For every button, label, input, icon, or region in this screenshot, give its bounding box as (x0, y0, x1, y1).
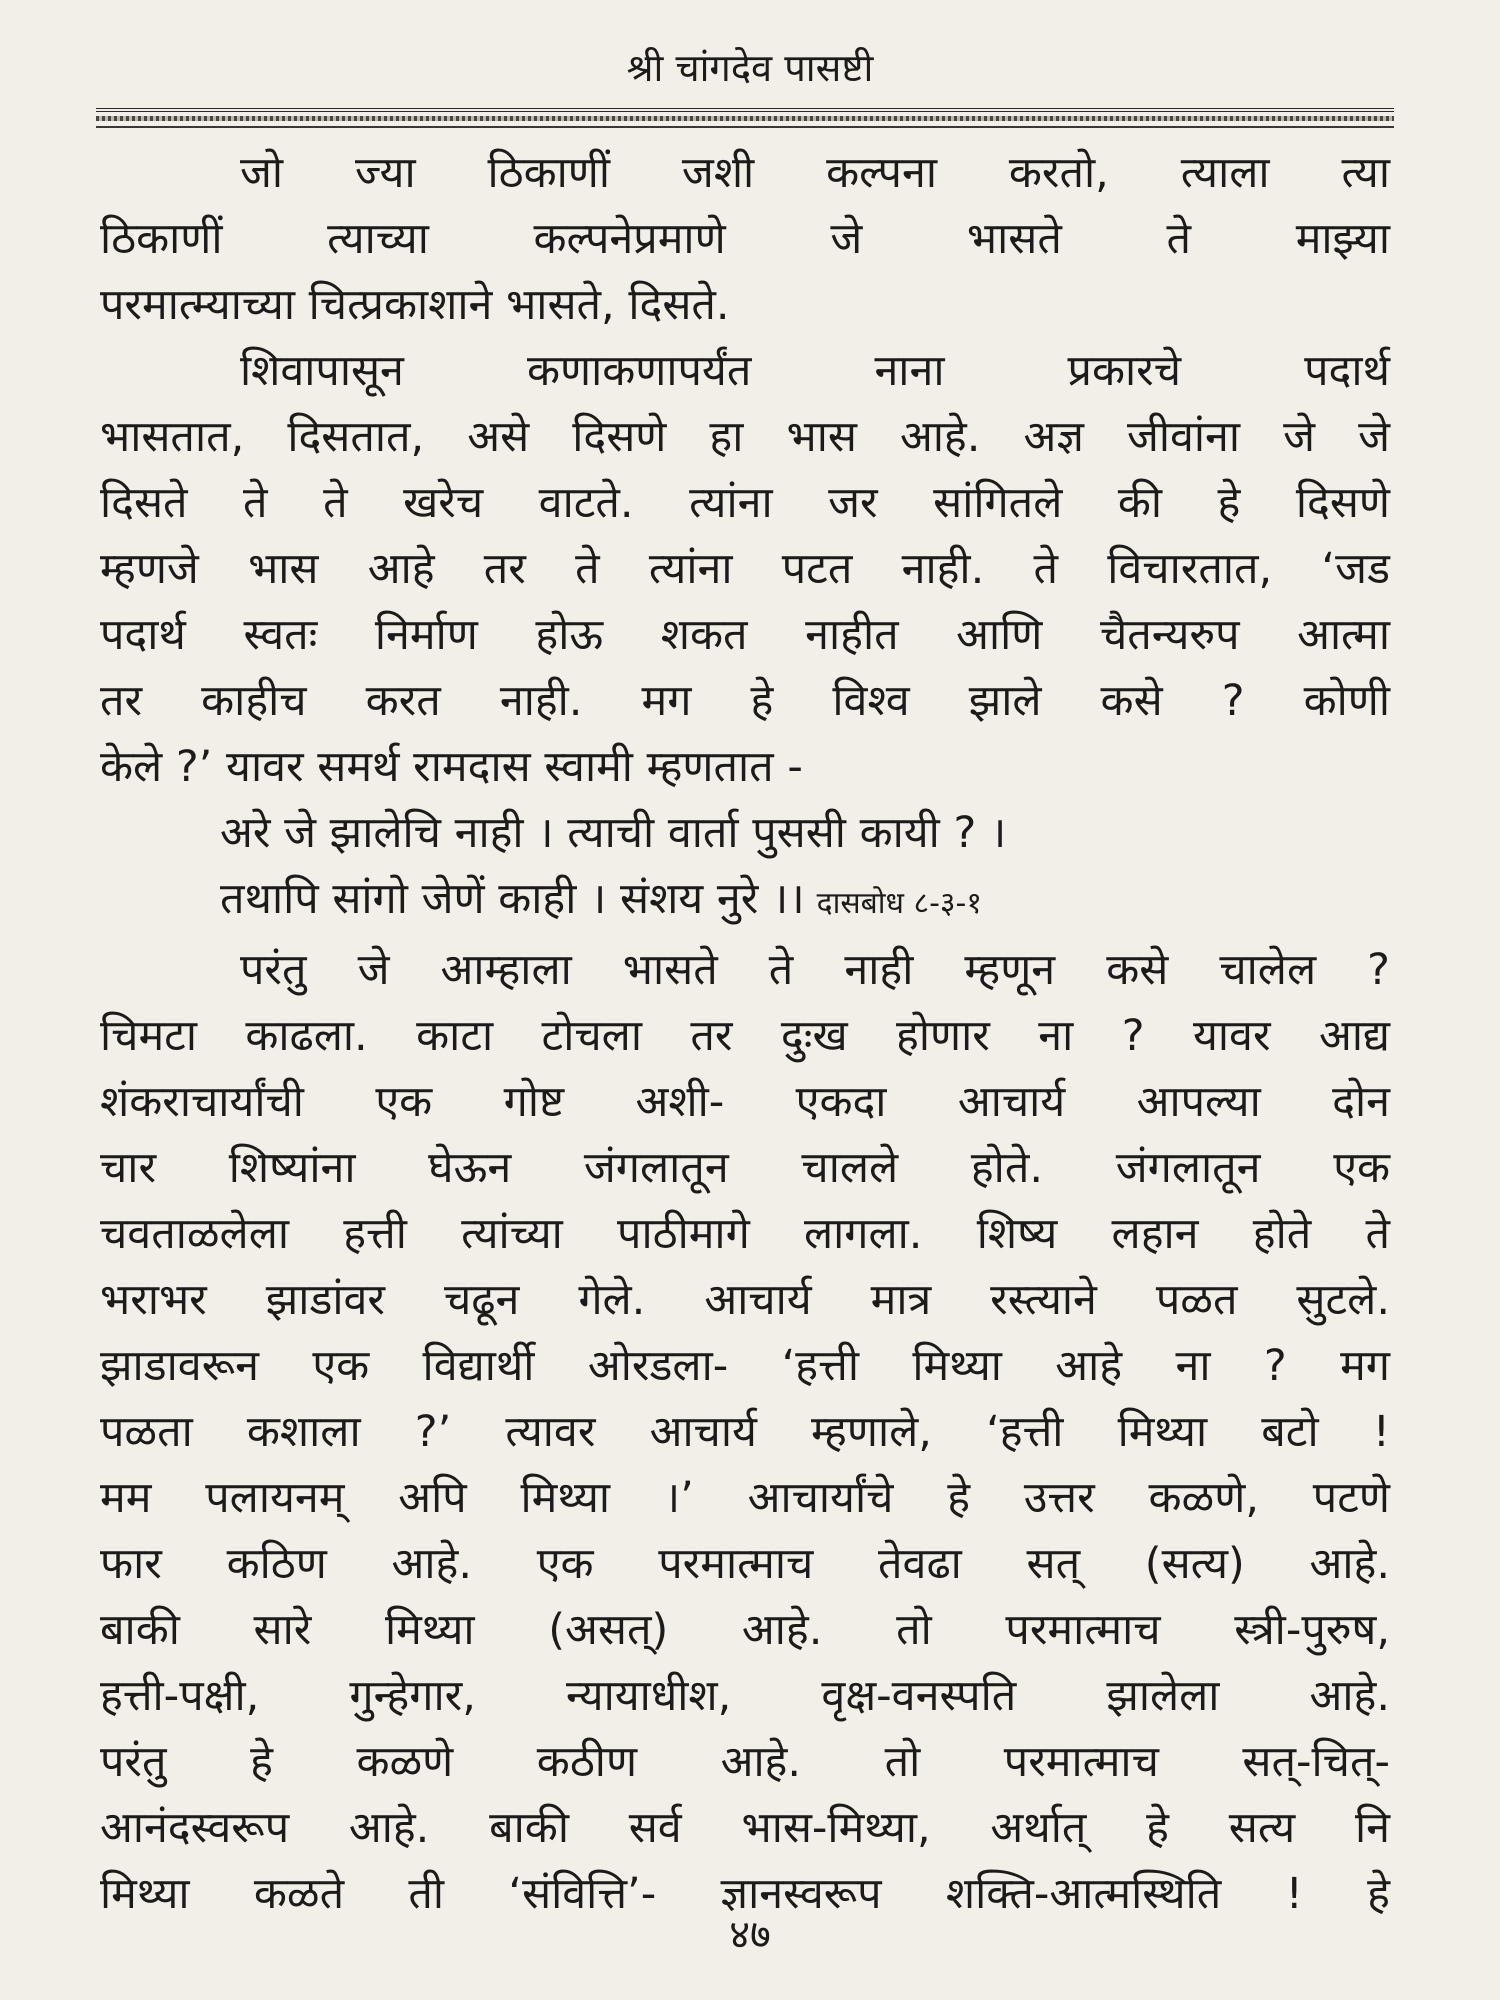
text-line: जो ज्या ठिकाणीं जशी कल्पना करतो, त्याला त्या (240, 148, 1390, 198)
text-line: झाडावरून एक विद्यार्थी ओरडला- ‘हत्ती मिथ्या आहे ना ? मग (100, 1341, 1390, 1391)
text-line: फार कठिण आहे. एक परमात्माच तेवढा सत् (सत्य) आहे. (100, 1539, 1390, 1589)
verse-line-2 (100, 866, 1390, 937)
text-line: बाकी सारे मिथ्या (असत्) आहे. तो परमात्माच स्त्री-पुरुष, (100, 1605, 1390, 1655)
text-line: शंकराचार्यांची एक गोष्ट अशी- एकदा आचार्य आपल्या दोन (100, 1077, 1390, 1127)
verse-reference: दासबोध ८-३-१ (816, 886, 982, 921)
text-line: चिमटा काढला. काटा टोचला तर दुःख होणार ना ? यावर आद्य (100, 1011, 1391, 1061)
text-line: ठिकाणीं त्याच्या कल्पनेप्रमाणे जे भासते ते माझ्या (100, 214, 1390, 264)
text-line: मम पलायनम् अपि मिथ्या ।’ आचार्यांचे हे उत्तर कळणे, पटणे (100, 1473, 1390, 1523)
page-number: ४७ (729, 1912, 771, 1958)
header-rule (96, 108, 1394, 128)
text-line: भासतात, दिसतात, असे दिसणे हा भास आहे. अज्ञ जीवांना जे जे (100, 412, 1390, 462)
text-line: केले ?’ यावर समर्थ रामदास स्वामी म्हणतात - (100, 742, 803, 792)
text-line: दिसते ते ते खरेच वाटते. त्यांना जर सांगितले की हे दिसणे (100, 478, 1390, 528)
text-line: चार शिष्यांना घेऊन जंगलातून चालले होते. जंगलातून एक (100, 1143, 1390, 1193)
text-line: शिवापासून कणाकणापर्यंत नाना प्रकारचे पदार्थ (240, 346, 1390, 396)
paragraph-3 (100, 937, 1390, 1927)
running-head: श्री चांगदेव पासष्टी (626, 46, 874, 90)
text-line: म्हणजे भास आहे तर ते त्यांना पटत नाही. ते विचारतात, ‘जड (100, 544, 1390, 594)
text-line: पळता कशाला ?’ त्यावर आचार्य म्हणाले, ‘हत्ती मिथ्या बटो ! (100, 1407, 1390, 1457)
verse-line-1: अरे जे झालेचि नाही । त्याची वार्ता पुससी कायी ? । (220, 808, 1007, 858)
text-line: मिथ्या कळते ती ‘संवित्ति’- ज्ञानस्वरूप शक्ति-आत्मस्थिति ! हे (100, 1869, 1390, 1919)
body-text (100, 140, 1390, 1927)
text-line: परमात्म्याच्या चित्प्रकाशाने भासते, दिसते. (100, 280, 730, 330)
text-line: भराभर झाडांवर चढून गेले. आचार्य मात्र रस्त्याने पळत सुटले. (100, 1275, 1390, 1325)
text-line: पदार्थ स्वतः निर्माण होऊ शकत नाहीत आणि चैतन्यरुप आत्मा (100, 610, 1390, 660)
paragraph-2 (100, 338, 1390, 800)
text-line: हत्ती-पक्षी, गुन्हेगार, न्यायाधीश, वृक्ष-वनस्पति झालेला आहे. (100, 1671, 1390, 1721)
text-line: तर काहीच करत नाही. मग हे विश्व झाले कसे ? कोणी (100, 676, 1390, 726)
text-line: परंतु हे कळणे कठीण आहे. तो परमात्माच सत्-चित्- (100, 1737, 1390, 1787)
text-line: परंतु जे आम्हाला भासते ते नाही म्हणून कसे चालेल ? (240, 945, 1390, 995)
verse-line-2-text: तथापि सांगो जेणें काही । संशय नुरे ।। (220, 874, 805, 924)
text-line: चवताळलेला हत्ती त्यांच्या पाठीमागे लागला. शिष्य लहान होते ते (100, 1209, 1390, 1259)
paragraph-1 (100, 140, 1390, 338)
text-line: आनंदस्वरूप आहे. बाकी सर्व भास-मिथ्या, अर्थात् हे सत्य नि (100, 1803, 1390, 1853)
